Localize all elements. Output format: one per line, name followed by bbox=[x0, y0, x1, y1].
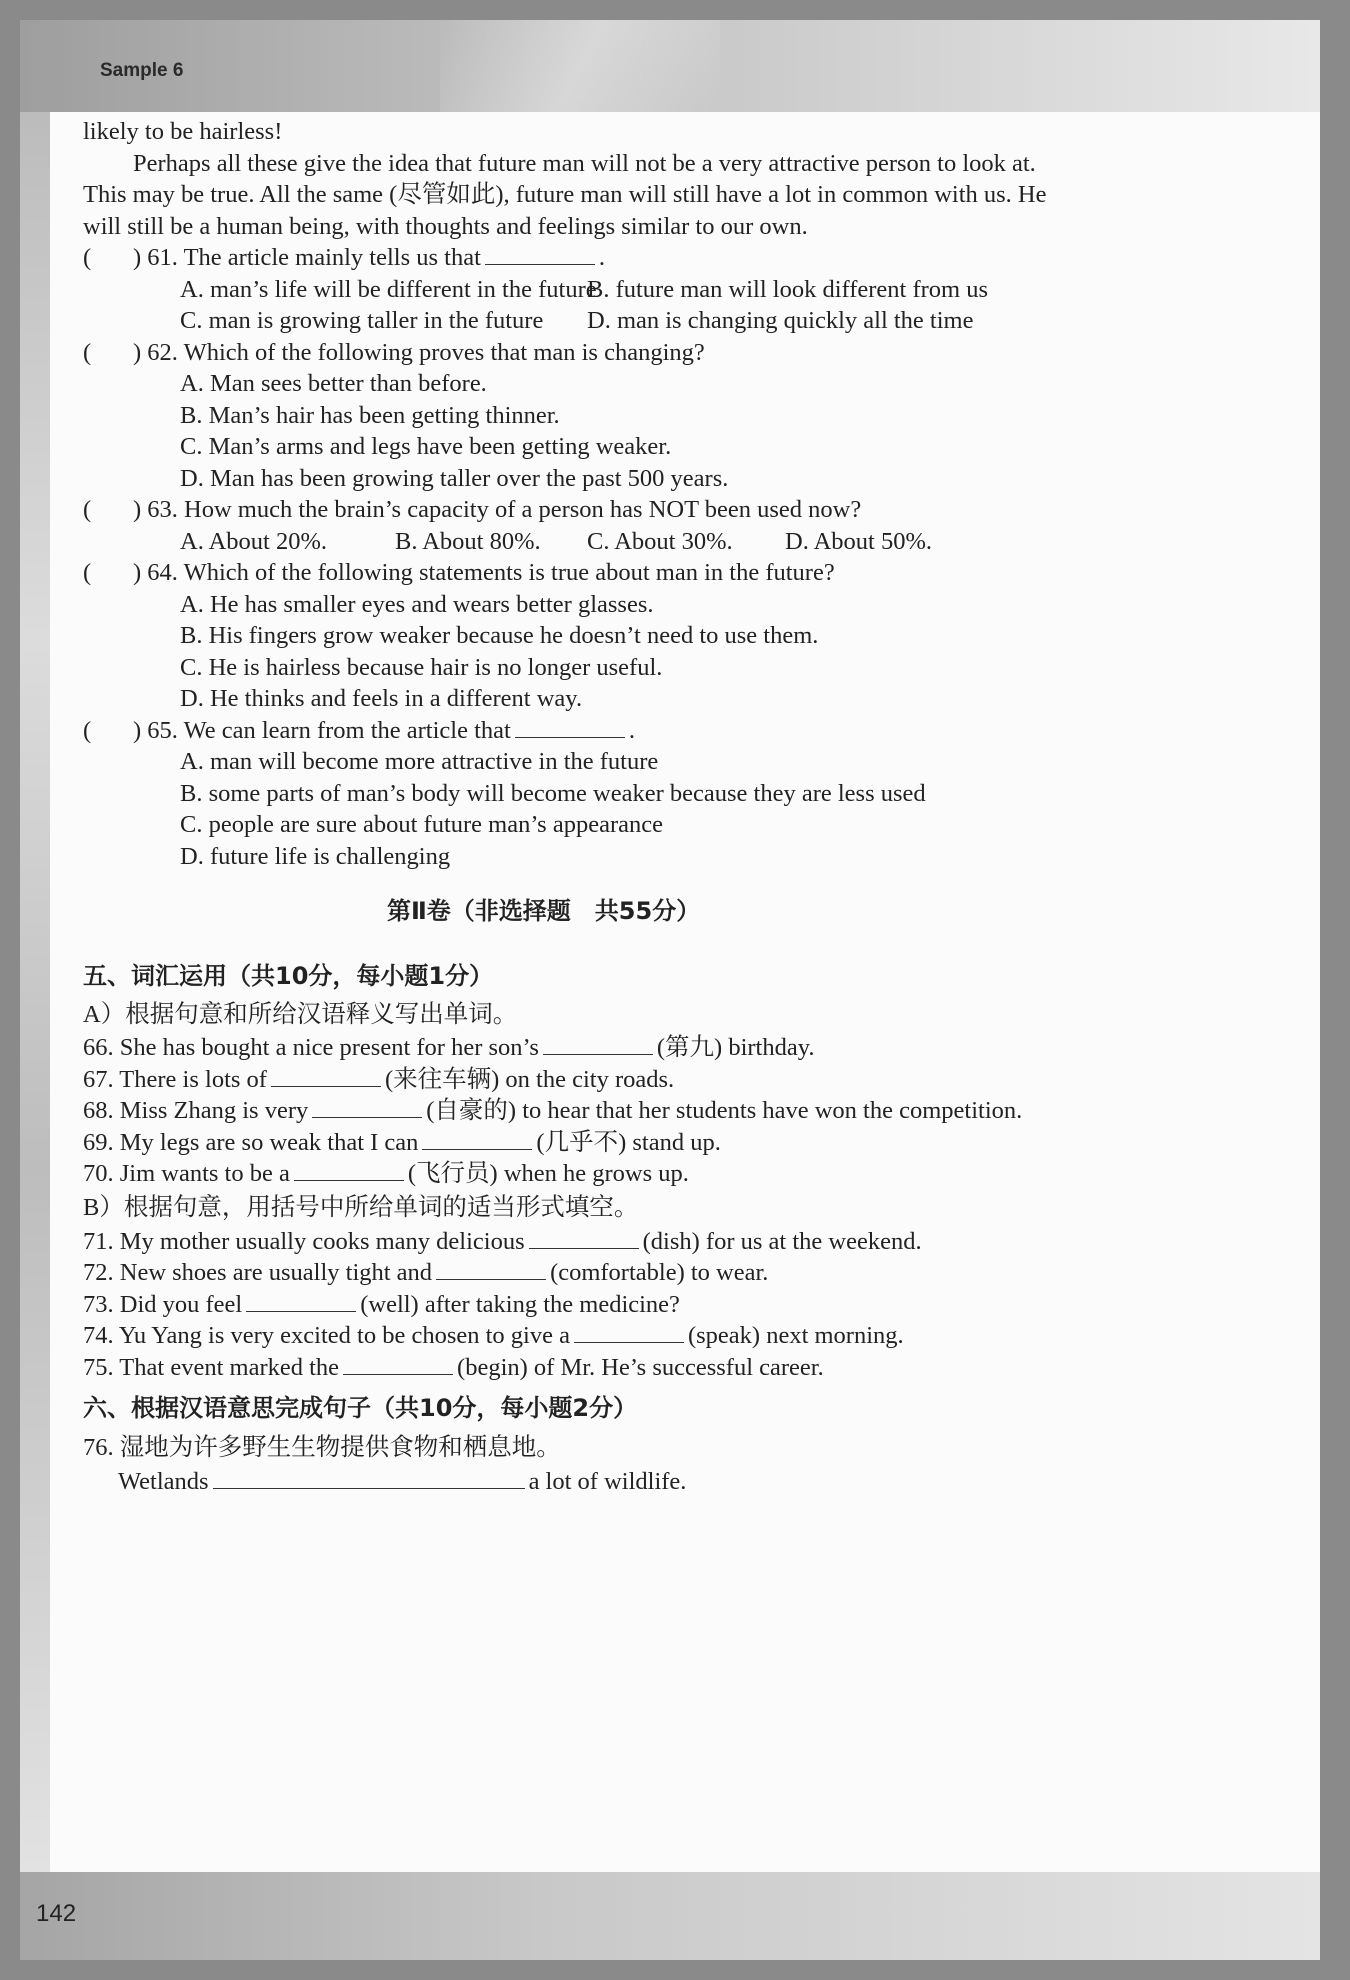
page-number: 142 bbox=[36, 1900, 77, 1927]
item-text: 71. My mother usually cooks many delicious bbox=[83, 1228, 525, 1255]
option-a: A. man will become more attractive in the future bbox=[180, 748, 659, 775]
item-hint: (几乎不) stand up. bbox=[536, 1129, 721, 1156]
fill-item-76 bbox=[118, 1462, 686, 1502]
part2-title: 第Ⅱ卷（非选择题 共55分） bbox=[387, 897, 701, 925]
question-text: ) 65. We can learn from the article that bbox=[133, 717, 511, 744]
option-a: A. He has smaller eyes and wears better glasses. bbox=[180, 591, 654, 618]
question-76: 76. 湿地为许多野生生物提供食物和栖息地。 bbox=[83, 1434, 561, 1461]
item-hint: (comfortable) to wear. bbox=[550, 1259, 769, 1286]
section5-b-instruction: B）根据句意，用括号中所给单词的适当形式填空。 bbox=[83, 1194, 639, 1221]
option-a: A. About 20%. bbox=[180, 528, 327, 555]
item-text: 75. That event marked the bbox=[83, 1354, 340, 1381]
item-text: 66. She has bought a nice present for her son’s bbox=[83, 1034, 539, 1061]
item-hint: (begin) of Mr. He’s successful career. bbox=[457, 1354, 824, 1381]
footer-band bbox=[20, 1872, 1320, 1960]
option-d: D. About 50%. bbox=[785, 528, 932, 555]
answer-blank[interactable] bbox=[485, 242, 595, 265]
option-d: D. future life is challenging bbox=[180, 843, 451, 870]
answer-paren: ( bbox=[83, 496, 92, 523]
option-c: C. Man’s arms and legs have been getting weaker. bbox=[180, 433, 672, 460]
question-end: . bbox=[598, 244, 606, 271]
item-text: Wetlands bbox=[118, 1468, 209, 1495]
section-label: Sample 6 bbox=[100, 60, 184, 81]
item-end: a lot of wildlife. bbox=[528, 1468, 687, 1495]
section5-a-instruction: A）根据句意和所给汉语释义写出单词。 bbox=[83, 1001, 518, 1028]
answer-blank[interactable] bbox=[543, 1032, 653, 1055]
question-text: ) 61. The article mainly tells us that bbox=[133, 244, 481, 271]
section5-title: 五、词汇运用（共10分，每小题1分） bbox=[83, 962, 494, 990]
passage-line: Perhaps all these give the idea that future man will not be a very attractive person to look at. bbox=[133, 150, 1036, 177]
answer-blank[interactable] bbox=[422, 1127, 532, 1150]
item-hint: (自豪的) to hear that her students have won the competition. bbox=[426, 1097, 1023, 1124]
question-62: ) 62. Which of the following proves that man is changing? bbox=[133, 339, 705, 366]
option-b: B. future man will look different from us bbox=[587, 276, 988, 303]
answer-paren: ( bbox=[83, 717, 92, 744]
item-hint: (speak) next morning. bbox=[687, 1322, 904, 1349]
answer-blank[interactable] bbox=[515, 715, 625, 738]
question-64: ) 64. Which of the following statements is true about man in the future? bbox=[133, 559, 835, 586]
item-hint: (well) after taking the medicine? bbox=[360, 1291, 680, 1318]
option-a: A. Man sees better than before. bbox=[180, 370, 487, 397]
option-d: D. He thinks and feels in a different way. bbox=[180, 685, 583, 712]
answer-paren: ( bbox=[83, 339, 92, 366]
question-end: . bbox=[628, 717, 635, 744]
answer-blank[interactable] bbox=[312, 1095, 422, 1118]
option-d: D. man is changing quickly all the time bbox=[587, 307, 974, 334]
answer-blank[interactable] bbox=[213, 1466, 525, 1489]
answer-blank[interactable] bbox=[436, 1257, 546, 1280]
option-d: D. Man has been growing taller over the past 500 years. bbox=[180, 465, 729, 492]
passage-line: likely to be hairless! bbox=[83, 118, 283, 145]
item-hint: (来往车辆) on the city roads. bbox=[384, 1066, 675, 1093]
textbook-page bbox=[20, 20, 1320, 1960]
passage-line: This may be true. All the same (尽管如此), future man will still have a lot in common with us. He bbox=[83, 181, 1047, 208]
header-band bbox=[20, 20, 1320, 112]
question-63: ) 63. How much the brain’s capacity of a person has NOT been used now? bbox=[133, 496, 862, 523]
item-text: 70. Jim wants to be a bbox=[83, 1160, 290, 1187]
answer-blank[interactable] bbox=[246, 1289, 356, 1312]
option-c: C. man is growing taller in the future bbox=[180, 307, 544, 334]
left-margin-strip bbox=[20, 112, 50, 1872]
item-hint: (飞行员) when he grows up. bbox=[407, 1160, 689, 1187]
answer-blank[interactable] bbox=[574, 1320, 684, 1343]
fill-item-75 bbox=[83, 1348, 824, 1388]
item-hint: (第九) birthday. bbox=[656, 1034, 815, 1061]
item-text: 74. Yu Yang is very excited to be chosen to give a bbox=[83, 1322, 570, 1349]
section6-title: 六、根据汉语意思完成句子（共10分，每小题2分） bbox=[83, 1394, 638, 1422]
answer-blank[interactable] bbox=[294, 1158, 404, 1181]
option-b: B. Man’s hair has been getting thinner. bbox=[180, 402, 560, 429]
answer-blank[interactable] bbox=[529, 1226, 639, 1249]
answer-paren: ( bbox=[83, 559, 92, 586]
option-a: A. man’s life will be different in the future bbox=[180, 276, 597, 303]
option-b: B. About 80%. bbox=[395, 528, 541, 555]
item-text: 69. My legs are so weak that I can bbox=[83, 1129, 419, 1156]
answer-blank[interactable] bbox=[271, 1064, 381, 1087]
answer-blank[interactable] bbox=[343, 1352, 453, 1375]
item-text: 73. Did you feel bbox=[83, 1291, 243, 1318]
option-c: C. people are sure about future man’s appearance bbox=[180, 811, 663, 838]
item-text: 68. Miss Zhang is very bbox=[83, 1097, 309, 1124]
passage-line: will still be a human being, with thoughts and feelings similar to our own. bbox=[83, 213, 808, 240]
item-hint: (dish) for us at the weekend. bbox=[642, 1228, 922, 1255]
option-c: C. He is hairless because hair is no longer useful. bbox=[180, 654, 663, 681]
answer-paren: ( bbox=[83, 244, 92, 271]
option-b: B. some parts of man’s body will become weaker because they are less used bbox=[180, 780, 926, 807]
option-b: B. His fingers grow weaker because he doesn’t need to use them. bbox=[180, 622, 819, 649]
item-text: 72. New shoes are usually tight and bbox=[83, 1259, 433, 1286]
item-text: 67. There is lots of bbox=[83, 1066, 267, 1093]
option-c: C. About 30%. bbox=[587, 528, 733, 555]
